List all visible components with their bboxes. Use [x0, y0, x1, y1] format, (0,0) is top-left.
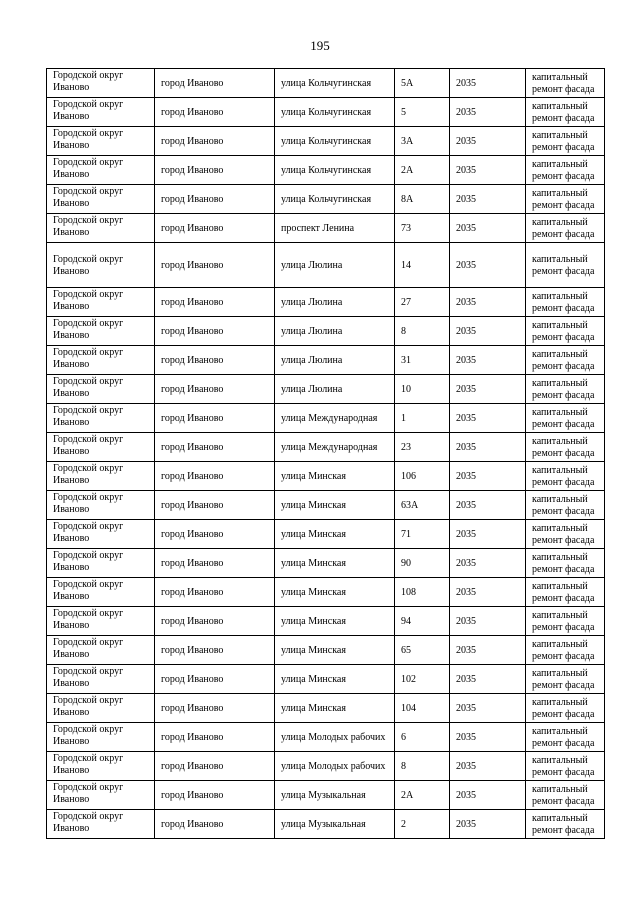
work-type-cell: капитальный ремонт фасада	[526, 185, 605, 214]
house-number-cell: 5А	[395, 69, 450, 98]
work-type-cell: капитальный ремонт фасада	[526, 723, 605, 752]
year-cell: 2035	[450, 98, 526, 127]
city-cell: город Иваново	[155, 185, 275, 214]
district-cell: Городской округ Иваново	[47, 578, 155, 607]
house-number-cell: 108	[395, 578, 450, 607]
table-row	[47, 98, 605, 127]
work-type-cell: капитальный ремонт фасада	[526, 462, 605, 491]
year-cell: 2035	[450, 243, 526, 288]
year-cell: 2035	[450, 288, 526, 317]
house-number-cell: 5	[395, 98, 450, 127]
street-cell: улица Молодых рабочих	[275, 752, 395, 781]
street-cell: улица Минская	[275, 520, 395, 549]
house-number-cell: 8	[395, 317, 450, 346]
street-cell: улица Кольчугинская	[275, 98, 395, 127]
district-cell: Городской округ Иваново	[47, 317, 155, 346]
house-number-cell: 65	[395, 636, 450, 665]
work-type-cell: капитальный ремонт фасада	[526, 69, 605, 98]
year-cell: 2035	[450, 185, 526, 214]
year-cell: 2035	[450, 127, 526, 156]
city-cell: город Иваново	[155, 810, 275, 839]
table-row	[47, 607, 605, 636]
table-row	[47, 185, 605, 214]
street-cell: улица Международная	[275, 404, 395, 433]
table-row	[47, 462, 605, 491]
street-cell: улица Люлина	[275, 346, 395, 375]
year-cell: 2035	[450, 636, 526, 665]
table-row	[47, 723, 605, 752]
house-number-cell: 3А	[395, 127, 450, 156]
district-cell: Городской округ Иваново	[47, 694, 155, 723]
work-type-cell: капитальный ремонт фасада	[526, 781, 605, 810]
street-cell: улица Минская	[275, 491, 395, 520]
work-type-cell: капитальный ремонт фасада	[526, 288, 605, 317]
district-cell: Городской округ Иваново	[47, 185, 155, 214]
year-cell: 2035	[450, 694, 526, 723]
city-cell: город Иваново	[155, 578, 275, 607]
city-cell: город Иваново	[155, 607, 275, 636]
year-cell: 2035	[450, 433, 526, 462]
table-row	[47, 69, 605, 98]
city-cell: город Иваново	[155, 288, 275, 317]
table-row	[47, 156, 605, 185]
city-cell: город Иваново	[155, 404, 275, 433]
house-number-cell: 94	[395, 607, 450, 636]
table-row	[47, 317, 605, 346]
district-cell: Городской округ Иваново	[47, 491, 155, 520]
district-cell: Городской округ Иваново	[47, 549, 155, 578]
year-cell: 2035	[450, 346, 526, 375]
work-type-cell: капитальный ремонт фасада	[526, 607, 605, 636]
street-cell: улица Молодых рабочих	[275, 723, 395, 752]
city-cell: город Иваново	[155, 781, 275, 810]
work-type-cell: капитальный ремонт фасада	[526, 694, 605, 723]
table-row	[47, 549, 605, 578]
table-row	[47, 214, 605, 243]
house-number-cell: 104	[395, 694, 450, 723]
year-cell: 2035	[450, 549, 526, 578]
page-number: 195	[310, 38, 330, 53]
street-cell: улица Минская	[275, 694, 395, 723]
street-cell: улица Минская	[275, 462, 395, 491]
house-number-cell: 2А	[395, 781, 450, 810]
district-cell: Городской округ Иваново	[47, 127, 155, 156]
house-number-cell: 102	[395, 665, 450, 694]
street-cell: улица Музыкальная	[275, 810, 395, 839]
year-cell: 2035	[450, 214, 526, 243]
year-cell: 2035	[450, 462, 526, 491]
work-type-cell: капитальный ремонт фасада	[526, 317, 605, 346]
work-type-cell: капитальный ремонт фасада	[526, 636, 605, 665]
house-number-cell: 27	[395, 288, 450, 317]
district-cell: Городской округ Иваново	[47, 243, 155, 288]
year-cell: 2035	[450, 317, 526, 346]
city-cell: город Иваново	[155, 317, 275, 346]
district-cell: Городской округ Иваново	[47, 375, 155, 404]
city-cell: город Иваново	[155, 549, 275, 578]
street-cell: улица Минская	[275, 607, 395, 636]
city-cell: город Иваново	[155, 243, 275, 288]
work-type-cell: капитальный ремонт фасада	[526, 578, 605, 607]
work-type-cell: капитальный ремонт фасада	[526, 127, 605, 156]
table-row	[47, 375, 605, 404]
table-row	[47, 781, 605, 810]
district-cell: Городской округ Иваново	[47, 520, 155, 549]
street-cell: улица Минская	[275, 636, 395, 665]
city-cell: город Иваново	[155, 433, 275, 462]
street-cell: улица Минская	[275, 665, 395, 694]
work-type-cell: капитальный ремонт фасада	[526, 214, 605, 243]
year-cell: 2035	[450, 810, 526, 839]
house-number-cell: 73	[395, 214, 450, 243]
district-cell: Городской округ Иваново	[47, 156, 155, 185]
year-cell: 2035	[450, 520, 526, 549]
year-cell: 2035	[450, 607, 526, 636]
table-row	[47, 433, 605, 462]
house-number-cell: 2А	[395, 156, 450, 185]
house-number-cell: 6	[395, 723, 450, 752]
table-row	[47, 810, 605, 839]
house-number-cell: 31	[395, 346, 450, 375]
year-cell: 2035	[450, 578, 526, 607]
table-row	[47, 404, 605, 433]
city-cell: город Иваново	[155, 665, 275, 694]
year-cell: 2035	[450, 491, 526, 520]
work-type-cell: капитальный ремонт фасада	[526, 346, 605, 375]
district-cell: Городской округ Иваново	[47, 810, 155, 839]
city-cell: город Иваново	[155, 346, 275, 375]
table-row	[47, 694, 605, 723]
table-row	[47, 288, 605, 317]
work-type-cell: капитальный ремонт фасада	[526, 752, 605, 781]
table-row	[47, 636, 605, 665]
table-row	[47, 491, 605, 520]
table-row	[47, 752, 605, 781]
house-number-cell: 63А	[395, 491, 450, 520]
house-number-cell: 90	[395, 549, 450, 578]
city-cell: город Иваново	[155, 375, 275, 404]
city-cell: город Иваново	[155, 520, 275, 549]
work-type-cell: капитальный ремонт фасада	[526, 404, 605, 433]
district-cell: Городской округ Иваново	[47, 723, 155, 752]
district-cell: Городской округ Иваново	[47, 607, 155, 636]
house-number-cell: 8А	[395, 185, 450, 214]
table-row	[47, 127, 605, 156]
street-cell: улица Минская	[275, 578, 395, 607]
year-cell: 2035	[450, 404, 526, 433]
work-type-cell: капитальный ремонт фасада	[526, 810, 605, 839]
district-cell: Городской округ Иваново	[47, 404, 155, 433]
year-cell: 2035	[450, 665, 526, 694]
house-number-cell: 106	[395, 462, 450, 491]
city-cell: город Иваново	[155, 98, 275, 127]
street-cell: улица Люлина	[275, 317, 395, 346]
street-cell: улица Музыкальная	[275, 781, 395, 810]
district-cell: Городской округ Иваново	[47, 346, 155, 375]
street-cell: улица Кольчугинская	[275, 69, 395, 98]
district-cell: Городской округ Иваново	[47, 288, 155, 317]
street-cell: улица Кольчугинская	[275, 127, 395, 156]
city-cell: город Иваново	[155, 214, 275, 243]
housing-register-table	[46, 68, 605, 839]
city-cell: город Иваново	[155, 69, 275, 98]
year-cell: 2035	[450, 69, 526, 98]
table-row	[47, 665, 605, 694]
work-type-cell: капитальный ремонт фасада	[526, 156, 605, 185]
work-type-cell: капитальный ремонт фасада	[526, 520, 605, 549]
city-cell: город Иваново	[155, 127, 275, 156]
street-cell: улица Кольчугинская	[275, 156, 395, 185]
house-number-cell: 10	[395, 375, 450, 404]
street-cell: улица Минская	[275, 549, 395, 578]
work-type-cell: капитальный ремонт фасада	[526, 665, 605, 694]
house-number-cell: 23	[395, 433, 450, 462]
year-cell: 2035	[450, 156, 526, 185]
district-cell: Городской округ Иваново	[47, 752, 155, 781]
street-cell: улица Люлина	[275, 243, 395, 288]
house-number-cell: 2	[395, 810, 450, 839]
house-number-cell: 71	[395, 520, 450, 549]
street-cell: улица Люлина	[275, 288, 395, 317]
district-cell: Городской округ Иваново	[47, 98, 155, 127]
table-row	[47, 520, 605, 549]
district-cell: Городской округ Иваново	[47, 462, 155, 491]
district-cell: Городской округ Иваново	[47, 69, 155, 98]
table-row	[47, 578, 605, 607]
district-cell: Городской округ Иваново	[47, 636, 155, 665]
city-cell: город Иваново	[155, 636, 275, 665]
house-number-cell: 1	[395, 404, 450, 433]
city-cell: город Иваново	[155, 694, 275, 723]
district-cell: Городской округ Иваново	[47, 214, 155, 243]
city-cell: город Иваново	[155, 752, 275, 781]
work-type-cell: капитальный ремонт фасада	[526, 491, 605, 520]
city-cell: город Иваново	[155, 723, 275, 752]
street-cell: проспект Ленина	[275, 214, 395, 243]
table-row	[47, 243, 605, 288]
work-type-cell: капитальный ремонт фасада	[526, 549, 605, 578]
year-cell: 2035	[450, 781, 526, 810]
work-type-cell: капитальный ремонт фасада	[526, 375, 605, 404]
house-number-cell: 14	[395, 243, 450, 288]
street-cell: улица Люлина	[275, 375, 395, 404]
table-row	[47, 346, 605, 375]
work-type-cell: капитальный ремонт фасада	[526, 433, 605, 462]
year-cell: 2035	[450, 723, 526, 752]
district-cell: Городской округ Иваново	[47, 433, 155, 462]
city-cell: город Иваново	[155, 462, 275, 491]
street-cell: улица Кольчугинская	[275, 185, 395, 214]
year-cell: 2035	[450, 752, 526, 781]
city-cell: город Иваново	[155, 156, 275, 185]
work-type-cell: капитальный ремонт фасада	[526, 243, 605, 288]
house-number-cell: 8	[395, 752, 450, 781]
work-type-cell: капитальный ремонт фасада	[526, 98, 605, 127]
street-cell: улица Международная	[275, 433, 395, 462]
city-cell: город Иваново	[155, 491, 275, 520]
district-cell: Городской округ Иваново	[47, 781, 155, 810]
year-cell: 2035	[450, 375, 526, 404]
district-cell: Городской округ Иваново	[47, 665, 155, 694]
